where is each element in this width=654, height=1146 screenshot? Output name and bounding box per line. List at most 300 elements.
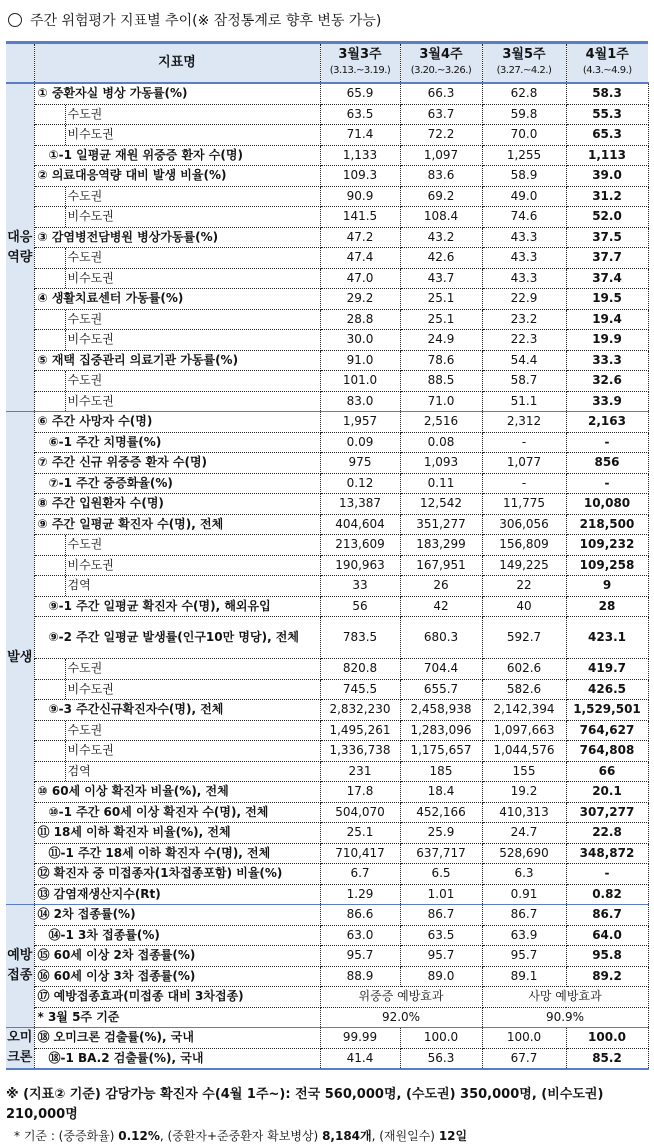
value-cell: 25.1 (400, 289, 482, 310)
region-label: 비수도권 (65, 741, 114, 761)
table-row (6, 946, 648, 967)
region-label: 비수도권 (65, 207, 114, 227)
value-cell: 63.5 (320, 104, 400, 125)
value-cell: 820.8 (320, 659, 400, 680)
value-cell: 56.3 (400, 1048, 482, 1069)
value-cell: - (566, 432, 648, 453)
table-row (6, 248, 648, 269)
value-cell: 62.8 (482, 83, 566, 104)
region-label: 수도권 (65, 371, 103, 391)
table-row (6, 514, 648, 535)
indicator-label: ⑱-1 BA.2 검출률(%), 국내 (34, 1048, 320, 1069)
table-row (6, 1048, 648, 1069)
value-cell: 109,258 (566, 555, 648, 576)
value-cell: 764,627 (566, 720, 648, 741)
table-row (6, 720, 648, 741)
group-label: 발생 (6, 412, 34, 905)
table-row (6, 596, 648, 617)
table-row (6, 905, 648, 926)
value-cell: 1,097,663 (482, 720, 566, 741)
value-cell: 1,133 (320, 145, 400, 166)
value-cell: 1,957 (320, 412, 400, 433)
value-cell: 59.8 (482, 104, 566, 125)
table-row (6, 432, 648, 453)
value-cell: 70.0 (482, 125, 566, 146)
value-cell: 88.9 (320, 966, 400, 987)
indicator-label (34, 555, 320, 576)
value-cell: 0.82 (566, 884, 648, 905)
value-cell: 351,277 (400, 514, 482, 535)
value-cell: 0.91 (482, 884, 566, 905)
value-cell: 745.5 (320, 679, 400, 700)
value-cell: 71.0 (400, 391, 482, 412)
value-cell: 0.12 (320, 473, 400, 494)
value-cell: 1,093 (400, 453, 482, 474)
criteria-note: * 기준 : (중증화율) 0.12%, (중환자+준중환자 확보병상) 8,184개, (재원일수) 12일 (14, 1129, 468, 1143)
value-cell: 63.9 (482, 925, 566, 946)
value-cell: 109.3 (320, 166, 400, 187)
value-cell: 141.5 (320, 207, 400, 228)
value-cell: 6.5 (400, 864, 482, 885)
value-cell: 29.2 (320, 289, 400, 310)
indicator-label (34, 248, 320, 269)
value-cell: 452,166 (400, 802, 482, 823)
indicator-label: ⑨ 주간 일평균 확진자 수(명), 전체 (34, 514, 320, 535)
indicator-label: ⑧ 주간 입원환자 수(명) (34, 494, 320, 515)
table-row (6, 145, 648, 166)
value-cell: 66 (566, 761, 648, 782)
value-cell: 42.6 (400, 248, 482, 269)
group-header (6, 43, 34, 84)
value-cell: 95.8 (566, 946, 648, 967)
merged-value-cell: 90.9% (482, 1007, 648, 1028)
value-cell: 602.6 (482, 659, 566, 680)
value-cell: 71.4 (320, 125, 400, 146)
value-cell: 37.5 (566, 227, 648, 248)
value-cell: 23.2 (482, 309, 566, 330)
table-row (6, 227, 648, 248)
value-cell: 231 (320, 761, 400, 782)
value-cell: 1,336,738 (320, 741, 400, 762)
table-row (6, 371, 648, 392)
value-cell: 167,951 (400, 555, 482, 576)
table-row (6, 823, 648, 844)
value-cell: 306,056 (482, 514, 566, 535)
region-label: 수도권 (65, 721, 103, 741)
value-cell: 680.3 (400, 617, 482, 659)
indicator-label (34, 104, 320, 125)
value-cell: 58.3 (566, 83, 648, 104)
table-row (6, 555, 648, 576)
value-cell: 307,277 (566, 802, 648, 823)
merged-value-cell: 사망 예방효과 (482, 987, 648, 1008)
table-row (6, 289, 648, 310)
region-label: 수도권 (65, 535, 103, 555)
indicator-label: ⑫ 확진자 중 미접종자(1차접종포함) 비율(%) (34, 864, 320, 885)
indicator-name-header: 지표명 (34, 43, 320, 84)
indicator-label: ⑯ 60세 이상 3차 접종률(%) (34, 966, 320, 987)
group-label: 대응역량 (6, 83, 34, 412)
value-cell: 2,142,394 (482, 700, 566, 721)
value-cell: - (566, 864, 648, 885)
table-row (6, 659, 648, 680)
value-cell: 40 (482, 596, 566, 617)
indicator-label (34, 761, 320, 782)
indicator-label (34, 659, 320, 680)
value-cell: 213,609 (320, 535, 400, 556)
indicator-label: ⑰ 예방접종효과(미접종 대비 3차접종) (34, 987, 320, 1008)
value-cell: 12,542 (400, 494, 482, 515)
indicator-label: ⑥ 주간 사망자 수(명) (34, 412, 320, 433)
value-cell: 64.0 (566, 925, 648, 946)
value-cell: 56 (320, 596, 400, 617)
value-cell: 86.7 (400, 905, 482, 926)
value-cell: 410,313 (482, 802, 566, 823)
value-cell: 42 (400, 596, 482, 617)
value-cell: 710,417 (320, 843, 400, 864)
value-cell: 41.4 (320, 1048, 400, 1069)
value-cell: 39.0 (566, 166, 648, 187)
indicator-label (34, 535, 320, 556)
group-label: 오미크론 (6, 1028, 34, 1070)
table-row (6, 412, 648, 433)
value-cell: 72.2 (400, 125, 482, 146)
value-cell: 1.29 (320, 884, 400, 905)
value-cell: 95.7 (400, 946, 482, 967)
value-cell: 0.09 (320, 432, 400, 453)
week-header: 4월1주 (4.3.~4.9.) (566, 43, 648, 84)
value-cell: 19.4 (566, 309, 648, 330)
value-cell: 764,808 (566, 741, 648, 762)
value-cell: 58.7 (482, 371, 566, 392)
week-header: 3월5주 (3.27.~4.2.) (482, 43, 566, 84)
region-label: 수도권 (65, 248, 103, 268)
region-label: 검역 (65, 762, 91, 782)
indicator-label: ⑭ 2차 접종률(%) (34, 905, 320, 926)
value-cell: 32.6 (566, 371, 648, 392)
title-text: 주간 위험평가 지표별 추이(※ 잠정통계로 향후 변동 가능) (30, 13, 382, 29)
value-cell: 86.7 (566, 905, 648, 926)
indicator-label: ⑤ 재택 집중관리 의료기관 가동률(%) (34, 350, 320, 371)
value-cell: 1,283,096 (400, 720, 482, 741)
value-cell: 58.9 (482, 166, 566, 187)
value-cell: 419.7 (566, 659, 648, 680)
region-label: 수도권 (65, 659, 103, 679)
value-cell: 2,458,938 (400, 700, 482, 721)
value-cell: 88.5 (400, 371, 482, 392)
indicator-label: ⑦ 주간 신규 위중증 환자 수(명) (34, 453, 320, 474)
value-cell: 19.2 (482, 782, 566, 803)
capacity-note: ※ (지표② 기준) 감당가능 확진자 수(4월 1주~): 전국 560,000명, (수도권) 350,000명, (비수도권) 210,000명 (6, 1087, 604, 1122)
value-cell: 1,529,501 (566, 700, 648, 721)
value-cell: 22 (482, 576, 566, 597)
value-cell: 99.99 (320, 1028, 400, 1049)
value-cell: 108.4 (400, 207, 482, 228)
indicator-label: ② 의료대응역량 대비 발생 비율(%) (34, 166, 320, 187)
table-row (6, 186, 648, 207)
value-cell: 20.1 (566, 782, 648, 803)
table-row (6, 268, 648, 289)
table-row (6, 330, 648, 351)
table-row (6, 987, 648, 1008)
circle-bullet-icon (8, 13, 22, 27)
table-row (6, 843, 648, 864)
value-cell: 637,717 (400, 843, 482, 864)
region-label: 비수도권 (65, 269, 114, 289)
indicator-label: ⑥-1 주간 치명률(%) (34, 432, 320, 453)
table-row (6, 391, 648, 412)
indicator-label (34, 268, 320, 289)
table-row (6, 1007, 648, 1028)
table-row (6, 679, 648, 700)
value-cell: 37.7 (566, 248, 648, 269)
region-label: 수도권 (65, 187, 103, 207)
value-cell: 1,495,261 (320, 720, 400, 741)
value-cell: 582.6 (482, 679, 566, 700)
value-cell: 592.7 (482, 617, 566, 659)
value-cell: 69.2 (400, 186, 482, 207)
value-cell: 89.2 (566, 966, 648, 987)
value-cell: 63.5 (400, 925, 482, 946)
table-row (6, 494, 648, 515)
value-cell: 6.7 (320, 864, 400, 885)
value-cell: 33.9 (566, 391, 648, 412)
region-label: 검역 (65, 576, 91, 596)
indicator-label: ⑬ 감염재생산지수(Rt) (34, 884, 320, 905)
value-cell: 1,113 (566, 145, 648, 166)
value-cell: 66.3 (400, 83, 482, 104)
value-cell: 83.0 (320, 391, 400, 412)
value-cell: 2,516 (400, 412, 482, 433)
indicator-label (34, 679, 320, 700)
table-row (6, 309, 648, 330)
table-row (6, 125, 648, 146)
value-cell: 89.1 (482, 966, 566, 987)
region-label: 비수도권 (65, 680, 114, 700)
value-cell: 47.4 (320, 248, 400, 269)
indicator-label: ⑨-3 주간신규확진자수(명), 전체 (34, 700, 320, 721)
indicator-label: ⑱ 오미크론 검출률(%), 국내 (34, 1028, 320, 1049)
value-cell: - (482, 473, 566, 494)
value-cell: 655.7 (400, 679, 482, 700)
table-row (6, 83, 648, 104)
table-row (6, 741, 648, 762)
value-cell: 28.8 (320, 309, 400, 330)
value-cell: 22.9 (482, 289, 566, 310)
indicator-label: ⑦-1 주간 중증화율(%) (34, 473, 320, 494)
value-cell: 22.8 (566, 823, 648, 844)
indicator-label: ④ 생활치료센터 가동률(%) (34, 289, 320, 310)
value-cell: 49.0 (482, 186, 566, 207)
value-cell: 55.3 (566, 104, 648, 125)
value-cell: 33.3 (566, 350, 648, 371)
indicator-label: * 3월 5주 기준 (34, 1007, 320, 1028)
value-cell: 13,387 (320, 494, 400, 515)
value-cell: 6.3 (482, 864, 566, 885)
value-cell: 33 (320, 576, 400, 597)
value-cell: 63.0 (320, 925, 400, 946)
table-row (6, 761, 648, 782)
indicator-label: ③ 감염병전담병원 병상가동률(%) (34, 227, 320, 248)
table-row (6, 1028, 648, 1049)
value-cell: 91.0 (320, 350, 400, 371)
value-cell: 185 (400, 761, 482, 782)
region-label: 비수도권 (65, 330, 114, 350)
indicator-label (34, 186, 320, 207)
value-cell: 86.7 (482, 905, 566, 926)
value-cell: 404,604 (320, 514, 400, 535)
value-cell: 65.3 (566, 125, 648, 146)
value-cell: 1,044,576 (482, 741, 566, 762)
value-cell: 975 (320, 453, 400, 474)
indicator-label (34, 576, 320, 597)
week-header: 3월4주 (3.20.~3.26.) (400, 43, 482, 84)
value-cell: 1,077 (482, 453, 566, 474)
value-cell: 1.01 (400, 884, 482, 905)
value-cell: 101.0 (320, 371, 400, 392)
value-cell: 11,775 (482, 494, 566, 515)
value-cell: 63.7 (400, 104, 482, 125)
value-cell: 783.5 (320, 617, 400, 659)
value-cell: 109,232 (566, 535, 648, 556)
value-cell: - (482, 432, 566, 453)
value-cell: 100.0 (566, 1028, 648, 1049)
indicator-label: ⑪ 18세 이하 확진자 비율(%), 전체 (34, 823, 320, 844)
indicator-label: ⑮ 60세 이상 2차 접종률(%) (34, 946, 320, 967)
table-row (6, 207, 648, 228)
table-row (6, 104, 648, 125)
value-cell: 19.9 (566, 330, 648, 351)
value-cell: 95.7 (482, 946, 566, 967)
value-cell: 47.0 (320, 268, 400, 289)
value-cell: 86.6 (320, 905, 400, 926)
value-cell: 17.8 (320, 782, 400, 803)
value-cell: 26 (400, 576, 482, 597)
value-cell: 95.7 (320, 946, 400, 967)
merged-value-cell: 92.0% (320, 1007, 482, 1028)
value-cell: 156,809 (482, 535, 566, 556)
table-row (6, 453, 648, 474)
value-cell: 2,832,230 (320, 700, 400, 721)
week-header: 3월3주 (3.13.~3.19.) (320, 43, 400, 84)
value-cell: 52.0 (566, 207, 648, 228)
value-cell: - (566, 473, 648, 494)
value-cell: 24.7 (482, 823, 566, 844)
region-label: 수도권 (65, 105, 103, 125)
value-cell: 22.3 (482, 330, 566, 351)
indicator-label (34, 207, 320, 228)
value-cell: 1,097 (400, 145, 482, 166)
value-cell: 28 (566, 596, 648, 617)
region-label: 수도권 (65, 310, 103, 330)
indicator-label: ⑨-2 주간 일평균 발생률(인구10만 명당), 전체 (34, 617, 320, 659)
value-cell: 43.3 (482, 248, 566, 269)
indicator-label (34, 125, 320, 146)
table-row (6, 473, 648, 494)
group-label: 예방접종 (6, 905, 34, 1028)
indicator-label: ⑪-1 주간 18세 이하 확진자 수(명), 전체 (34, 843, 320, 864)
indicator-label: ①-1 일평균 재원 위중증 환자 수(명) (34, 145, 320, 166)
value-cell: 43.3 (482, 227, 566, 248)
value-cell: 85.2 (566, 1048, 648, 1069)
table-row (6, 166, 648, 187)
table-row (6, 535, 648, 556)
table-row (6, 782, 648, 803)
value-cell: 423.1 (566, 617, 648, 659)
indicator-label (34, 720, 320, 741)
risk-indicator-table (6, 41, 649, 1070)
value-cell: 704.4 (400, 659, 482, 680)
value-cell: 19.5 (566, 289, 648, 310)
value-cell: 348,872 (566, 843, 648, 864)
value-cell: 100.0 (482, 1028, 566, 1049)
value-cell: 30.0 (320, 330, 400, 351)
indicator-label (34, 391, 320, 412)
value-cell: 149,225 (482, 555, 566, 576)
region-label: 비수도권 (65, 125, 114, 145)
merged-value-cell: 위중증 예방효과 (320, 987, 482, 1008)
value-cell: 43.7 (400, 268, 482, 289)
value-cell: 65.9 (320, 83, 400, 104)
value-cell: 51.1 (482, 391, 566, 412)
indicator-label: ⑩-1 주간 60세 이상 확진자 수(명), 전체 (34, 802, 320, 823)
table-row (6, 617, 648, 659)
value-cell: 24.9 (400, 330, 482, 351)
value-cell: 0.11 (400, 473, 482, 494)
value-cell: 190,963 (320, 555, 400, 576)
value-cell: 74.6 (482, 207, 566, 228)
value-cell: 155 (482, 761, 566, 782)
table-row (6, 576, 648, 597)
value-cell: 43.2 (400, 227, 482, 248)
value-cell: 37.4 (566, 268, 648, 289)
section-title (8, 10, 381, 30)
header-row (6, 43, 648, 84)
indicator-label (34, 741, 320, 762)
value-cell: 10,080 (566, 494, 648, 515)
value-cell: 426.5 (566, 679, 648, 700)
table-row (6, 966, 648, 987)
value-cell: 90.9 (320, 186, 400, 207)
value-cell: 0.08 (400, 432, 482, 453)
value-cell: 31.2 (566, 186, 648, 207)
value-cell: 67.7 (482, 1048, 566, 1069)
value-cell: 504,070 (320, 802, 400, 823)
value-cell: 183,299 (400, 535, 482, 556)
value-cell: 1,175,657 (400, 741, 482, 762)
region-label: 비수도권 (65, 556, 114, 576)
table-row (6, 802, 648, 823)
value-cell: 2,163 (566, 412, 648, 433)
indicator-label (34, 371, 320, 392)
region-label: 비수도권 (65, 392, 114, 412)
table-row (6, 925, 648, 946)
value-cell: 528,690 (482, 843, 566, 864)
value-cell: 18.4 (400, 782, 482, 803)
value-cell: 54.4 (482, 350, 566, 371)
value-cell: 1,255 (482, 145, 566, 166)
value-cell: 856 (566, 453, 648, 474)
value-cell: 47.2 (320, 227, 400, 248)
indicator-label: ⑨-1 주간 일평균 확진자 수(명), 해외유입 (34, 596, 320, 617)
table-row (6, 350, 648, 371)
indicator-label: ⑩ 60세 이상 확진자 비율(%), 전체 (34, 782, 320, 803)
indicator-label: ⑭-1 3차 접종률(%) (34, 925, 320, 946)
value-cell: 25.1 (400, 309, 482, 330)
indicator-label (34, 330, 320, 351)
value-cell: 218,500 (566, 514, 648, 535)
value-cell: 25.9 (400, 823, 482, 844)
